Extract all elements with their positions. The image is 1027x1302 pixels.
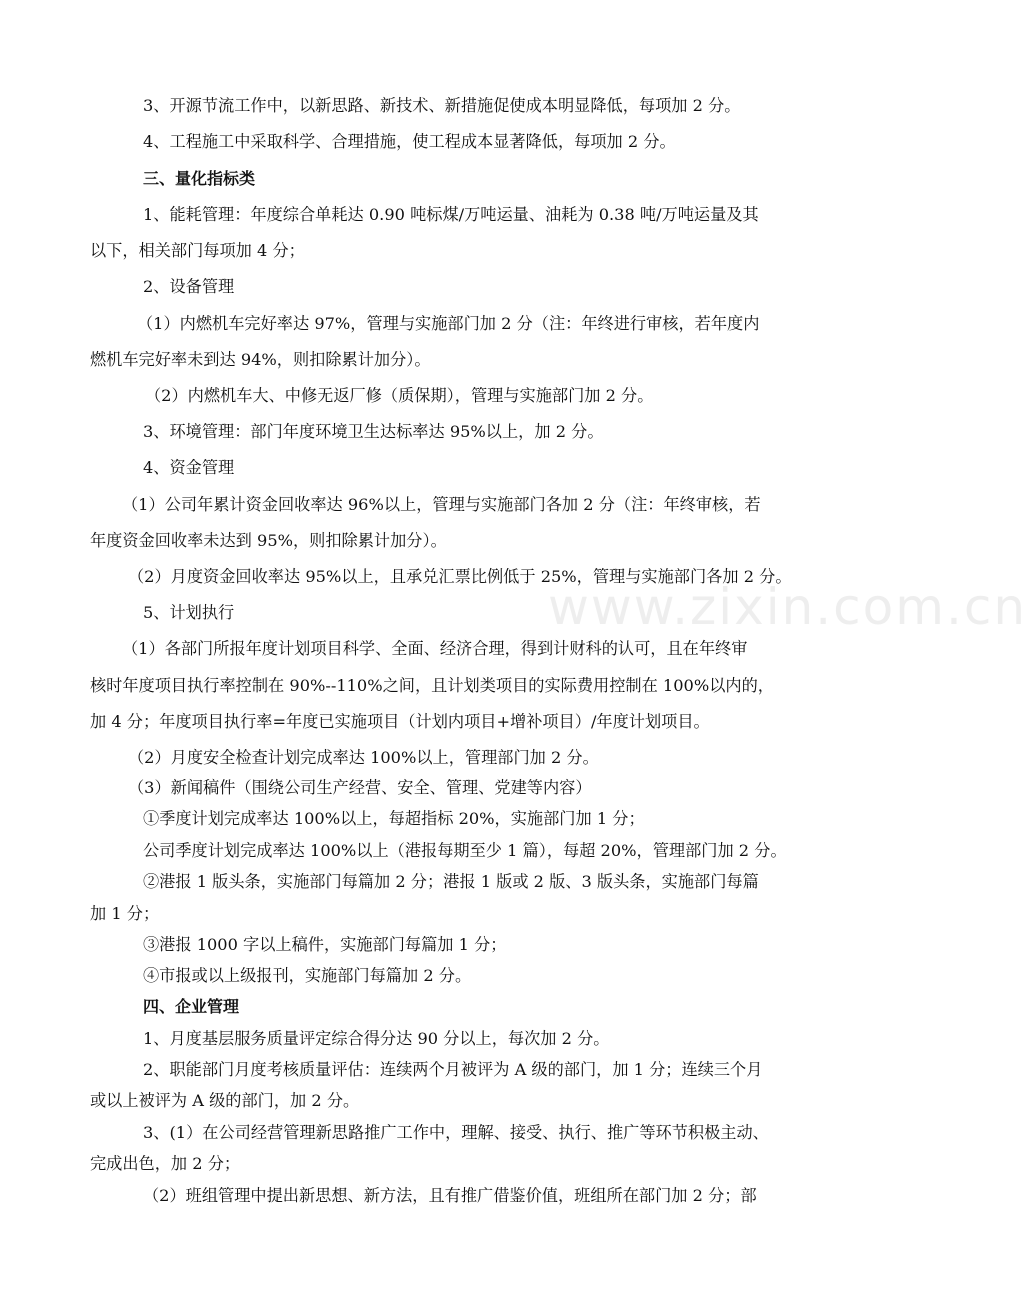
paragraph-line: 公司季度计划完成率达 100%以上（港报每期至少 1 篇），每超 20%，管理部门加 2 分。 bbox=[143, 841, 787, 860]
paragraph-line: ①季度计划完成率达 100%以上，每超指标 20%，实施部门加 1 分； bbox=[143, 809, 645, 828]
section-heading: 四、企业管理 bbox=[143, 997, 240, 1016]
paragraph-line: （1）各部门所报年度计划项目科学、全面、经济合理，得到计财科的认可，且在年终审 bbox=[122, 639, 748, 658]
paragraph-line: 1、月度基层服务质量评定综合得分达 90 分以上，每次加 2 分。 bbox=[143, 1029, 610, 1048]
paragraph-line: 3、环境管理：部门年度环境卫生达标率达 95%以上，加 2 分。 bbox=[143, 422, 604, 441]
paragraph-line: （2）内燃机车大、中修无返厂修（质保期），管理与实施部门加 2 分。 bbox=[145, 386, 654, 405]
paragraph-line: （1）内燃机车完好率达 97%，管理与实施部门加 2 分（注：年终进行审核，若年度内 bbox=[137, 314, 760, 333]
paragraph-line: 2、职能部门月度考核质量评估：连续两个月被评为 A 级的部门，加 1 分；连续三个月 bbox=[143, 1060, 763, 1079]
paragraph-line: （3）新闻稿件（围绕公司生产经营、安全、管理、党建等内容） bbox=[128, 778, 592, 797]
paragraph-line: 加 4 分；年度项目执行率=年度已实施项目（计划内项目+增补项目）/年度计划项目。 bbox=[90, 712, 710, 731]
watermark: www.zixin.com.cn bbox=[548, 578, 1027, 636]
paragraph-line: ④市报或以上级报刊，实施部门每篇加 2 分。 bbox=[143, 966, 472, 985]
paragraph-line: 完成出色，加 2 分； bbox=[90, 1154, 241, 1173]
paragraph-line: 年度资金回收率未达到 95%，则扣除累计加分）。 bbox=[90, 531, 447, 550]
paragraph-line: 3、(1）在公司经营管理新思路推广工作中，理解、接受、执行、推广等环节积极主动、 bbox=[143, 1123, 769, 1142]
paragraph-line: 以下，相关部门每项加 4 分； bbox=[90, 241, 305, 260]
section-heading: 三、量化指标类 bbox=[143, 169, 256, 188]
paragraph-line: 或以上被评为 A 级的部门，加 2 分。 bbox=[90, 1091, 360, 1110]
paragraph-line: ③港报 1000 字以上稿件，实施部门每篇加 1 分； bbox=[143, 935, 507, 954]
paragraph-line: 4、资金管理 bbox=[143, 458, 235, 477]
paragraph-line: 3、开源节流工作中，以新思路、新技术、新措施促使成本明显降低，每项加 2 分。 bbox=[143, 96, 741, 115]
paragraph-line: 2、设备管理 bbox=[143, 277, 235, 296]
paragraph-line: （1）公司年累计资金回收率达 96%以上，管理与实施部门各加 2 分（注：年终审核，若 bbox=[122, 495, 761, 514]
paragraph-line: 1、能耗管理：年度综合单耗达 0.90 吨标煤/万吨运量、油耗为 0.38 吨/万吨运量及其 bbox=[143, 205, 759, 224]
paragraph-line: （2）月度资金回收率达 95%以上，且承兑汇票比例低于 25%，管理与实施部门各加 2 分。 bbox=[128, 567, 792, 586]
paragraph-line: 核时年度项目执行率控制在 90%--110%之间，且计划类项目的实际费用控制在 100%以内的， bbox=[90, 676, 774, 695]
paragraph-line: 燃机车完好率未到达 94%，则扣除累计加分）。 bbox=[90, 350, 431, 369]
paragraph-line: 加 1 分； bbox=[90, 904, 160, 923]
paragraph-line: ②港报 1 版头条，实施部门每篇加 2 分；港报 1 版或 2 版、3 版头条，实施部门每篇 bbox=[143, 872, 759, 891]
paragraph-line: （2）月度安全检查计划完成率达 100%以上，管理部门加 2 分。 bbox=[128, 748, 599, 767]
paragraph-line: 5、计划执行 bbox=[143, 603, 235, 622]
paragraph-line: 4、工程施工中采取科学、合理措施，使工程成本显著降低，每项加 2 分。 bbox=[143, 132, 676, 151]
paragraph-line: （2）班组管理中提出新思想、新方法，且有推广借鉴价值，班组所在部门加 2 分；部 bbox=[143, 1186, 757, 1205]
